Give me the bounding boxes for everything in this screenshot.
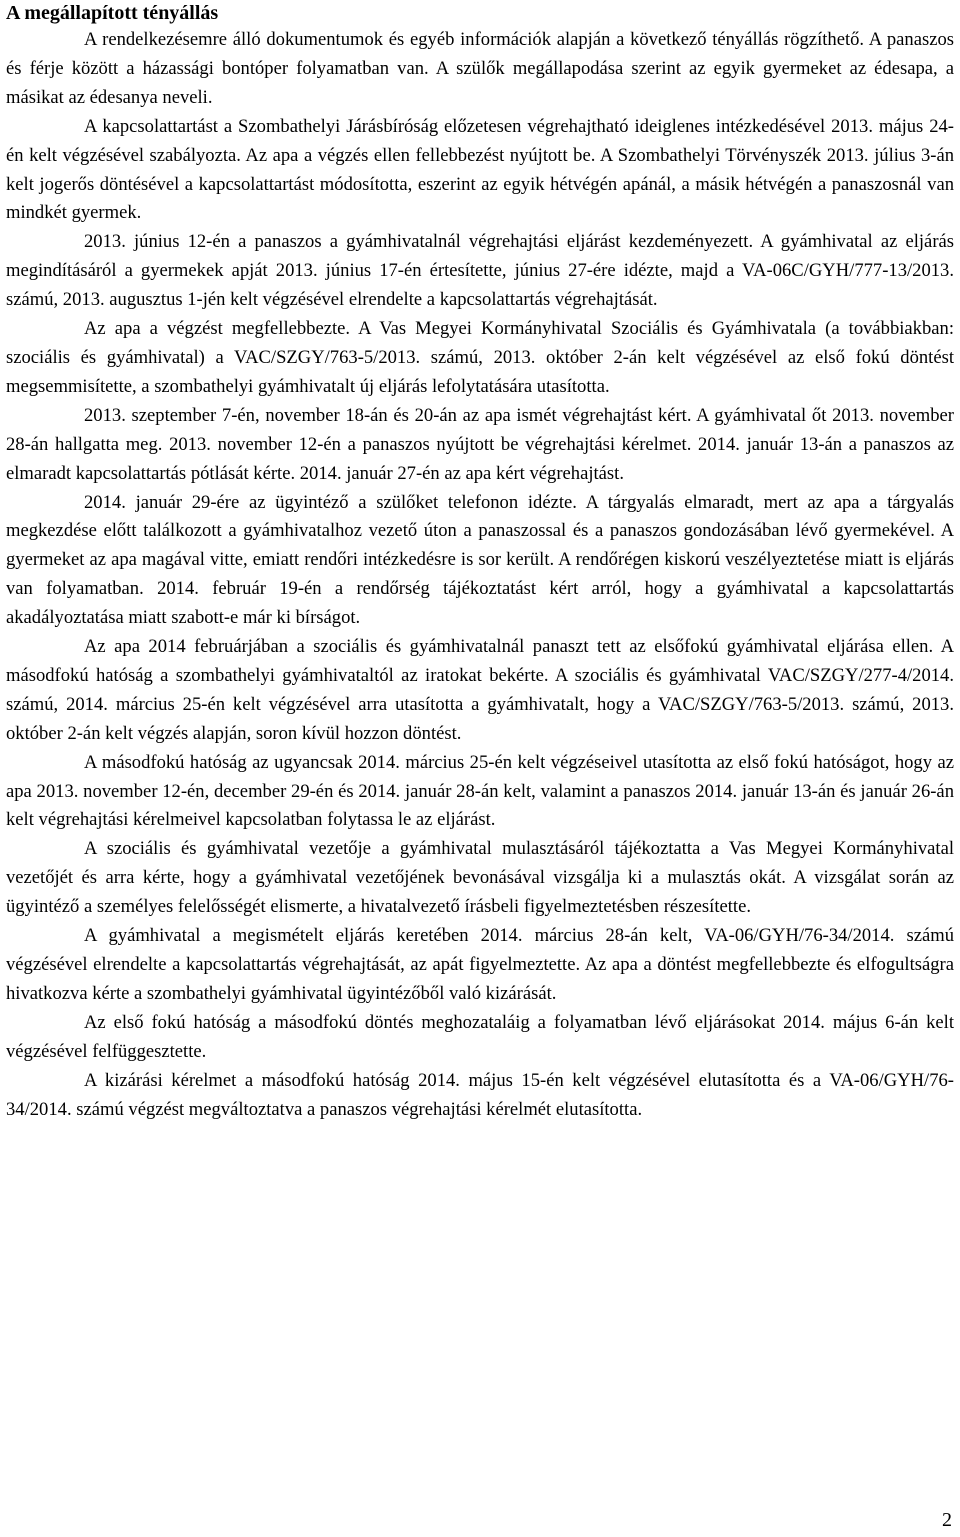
paragraph-10: A gyámhivatal a megismételt eljárás keretében 2014. március 28-án kelt, VA-06/GYH/76-34/2014. számú végzésével elrendelte a kapcsolattartás végrehajtását, az apát figyelmeztette. Az apa a döntést megfellebbezte és elfogultságra hivatkozva kérte a szombathelyi gyámhivatal ügyintézőből való kizárását. bbox=[6, 925, 954, 1004]
paragraph-4: Az apa a végzést megfellebbezte. A Vas Megyei Kormányhivatal Szociális és Gyámhivatala (a továbbiakban: szociális és gyámhivatal) a VAC/SZGY/763-5/2013. számú, 2013. október 2-án kelt végzésével az első fokú döntést megsemmisítette, a szombathelyi gyámhivatalt új eljárás lefolytatására utasította. bbox=[6, 318, 954, 397]
page-number: 2 bbox=[942, 1509, 952, 1531]
paragraph-12: A kizárási kérelmet a másodfokú hatóság 2014. május 15-én kelt végzésével elutasította és a VA-06/GYH/76-34/2014. számú végzést megváltoztatva a panaszos végrehajtási kérelmét elutasította. bbox=[6, 1069, 954, 1120]
paragraph-6: 2014. január 29-ére az ügyintéző a szülőket telefonon idézte. A tárgyalás elmaradt, mert az apa a tárgyalás megkezdése előtt találkozott a gyámhivatalhoz vezető úton a panaszossal és a panaszos gondozásában lévő gyermekével. A gyermeket az apa magával vitte, emiatt rendőri intézkedésre is sor került. A rendőrégen kiskorú veszélyeztetése miatt is eljárás van folyamatban. 2014. február 19-én a rendőrség tájékoztatást kért arról, hogy a gyámhivatal a kapcsolattartás akadályoztatása miatt szabott-e már ki bírságot. bbox=[6, 491, 954, 629]
paragraph-1: A rendelkezésemre álló dokumentumok és egyéb információk alapján a következő tényállás rögzíthető. A panaszos és férje között a házassági bontóper folyamatban van. A szülők megállapodása szerint az egyik gyermeket az édesapa, a másikat az édesanya neveli. bbox=[6, 29, 954, 108]
paragraph-8: A másodfokú hatóság az ugyancsak 2014. március 25-én kelt végzéseivel utasította az első fokú hatóságot, hogy az apa 2013. november 12-én, december 29-én és 2014. január 28-án kelt, valamint a panaszos 2014. január 13-án és január 26-án kelt végrehajtási kérelmeivel kapcsolatban folytassa le az eljárást. bbox=[6, 751, 954, 831]
paragraph-2: A kapcsolattartást a Szombathelyi Járásbíróság előzetesen végrehajtható ideiglenes intézkedésével 2013. május 24-én kelt végzésével szabályozta. Az apa a végzés ellen fellebbezést nyújtott be. A Szombathelyi Törvényszék 2013. július 3-án kelt jogerős döntésével a kapcsolattartást módosította, eszerint az egyik hétvégén apánál, a másik hétvégén a panaszosnál van mindkét gyermek. bbox=[6, 115, 954, 224]
paragraph-7: Az apa 2014 februárjában a szociális és gyámhivatalnál panaszt tett az elsőfokú gyámhivatal eljárása ellen. A másodfokú hatóság a szombathelyi gyámhivataltól az iratokat bekérte. A szociális és gyámhivatal VAC/SZGY/277-4/2014. számú, 2014. március 25-én kelt végzésével arra utasította a gyámhivatalt, hogy a VAC/SZGY/763-5/2013. számú, 2013. október 2-án kelt végzés alapján, soron kívül hozzon döntést. bbox=[6, 636, 954, 744]
document-page bbox=[6, 0, 954, 1124]
paragraph-9: A szociális és gyámhivatal vezetője a gyámhivatal mulasztásáról tájékoztatta a Vas Megyei Kormányhivatal vezetőjét és arra kérte, hogy a gyámhivatal vezetőjének bevonásával vizsgálja ki a mulasztás okát. A vizsgálat során az ügyintéző a személyes felelősségét elismerte, a hivatalvezető írásbeli figyelmeztetésben részesítette. bbox=[6, 838, 954, 918]
section-heading: A megállapított tényállás bbox=[6, 2, 219, 24]
paragraph-11: Az első fokú hatóság a másodfokú döntés meghozataláig a folyamatban lévő eljárásokat 2014. május 6-án kelt végzésével felfüggesztette. bbox=[6, 1011, 954, 1062]
paragraph-5: 2013. szeptember 7-én, november 18-án és 20-án az apa ismét végrehajtást kért. A gyámhivatal őt 2013. november 28-án hallgatta meg. 2013. november 12-én a panaszos nyújtott be végrehajtási kérelmet. 2014. január 13-án a panaszos az elmaradt kapcsolattartás pótlását kérte. 2014. január 27-én az apa kért végrehajtást. bbox=[6, 404, 954, 484]
paragraph-3: 2013. június 12-én a panaszos a gyámhivatalnál végrehajtási eljárást kezdeményezett. A gyámhivatal az eljárás megindításáról a gyermekek apját 2013. június 17-én értesítette, június 27-ére idézte, majd a VA-06C/GYH/777-13/2013. számú, 2013. augusztus 1-jén kelt végzésével elrendelte a kapcsolattartás végrehajtását. bbox=[6, 231, 954, 311]
